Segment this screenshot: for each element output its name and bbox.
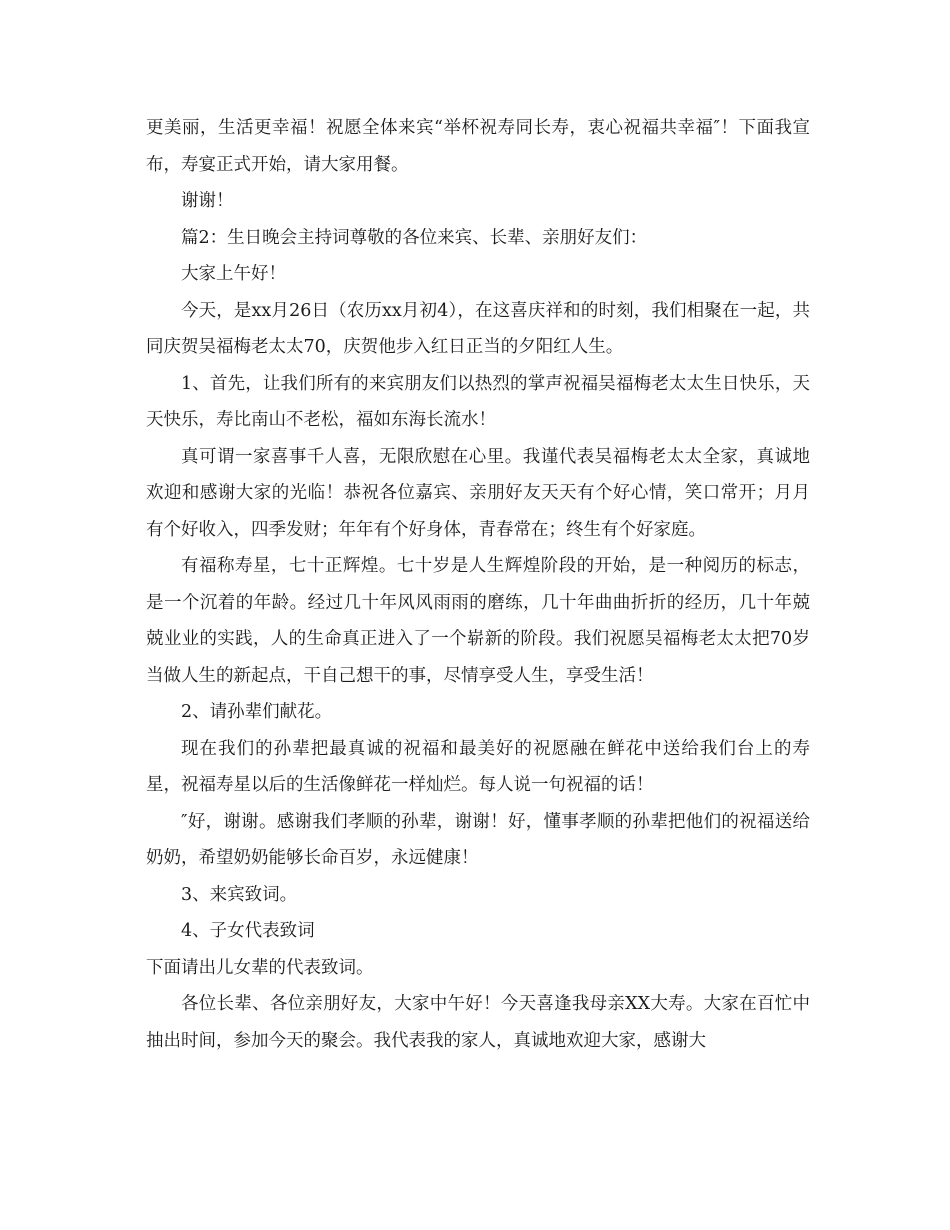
paragraph-closing-toast: 更美丽，生活更幸福！祝愿全体来宾“举杯祝寿同长寿，衷心祝福共幸福″！下面我宣布，寿宴正式开始，请大家用餐。 <box>146 118 810 175</box>
paragraph-step-1: 1、首先，让我们所有的来宾朋友们以热烈的掌声祝福吴福梅老太太生日快乐，天天快乐，寿比南山不老松，福如东海长流水！ <box>146 373 810 430</box>
paragraph-grandchildren-thanks: ″好，谢谢。感谢我们孝顺的孙辈，谢谢！好，懂事孝顺的孙辈把他们的祝福送给奶奶，希望奶奶能够长命百岁，永远健康！ <box>146 811 810 868</box>
paragraph-step-3: 3、来宾致词。 <box>181 884 298 905</box>
paragraph-children-speech: 各位长辈、各位亲朋好友，大家中午好！今天喜逢我母亲XX大寿。大家在百忙中抽出时间，参加今天的聚会。我代表我的家人，真诚地欢迎大家，感谢大 <box>146 994 810 1051</box>
section-heading-part-2: 篇2：生日晚会主持词尊敬的各位来宾、长辈、亲朋好友们： <box>181 227 648 248</box>
paragraph-greeting: 大家上午好！ <box>181 264 286 284</box>
paragraph-step-2: 2、请孙辈们献花。 <box>181 702 333 722</box>
paragraph-date-intro: 今天，是xx月26日（农历xx月初4），在这喜庆祥和的时刻，我们相聚在一起，共同庆贺吴福梅老太太70，庆贺他步入红日正当的夕阳红人生。 <box>146 300 810 357</box>
paragraph-flowers: 现在我们的孙辈把最真诚的祝福和最美好的祝愿融在鲜花中送给我们台上的寿星，祝福寿星以后的生活像鲜花一样灿烂。每人说一句祝福的话！ <box>146 738 810 795</box>
paragraph-longevity: 有福称寿星，七十正辉煌。七十岁是人生辉煌阶段的开始，是一种阅历的标志，是一个沉着的年龄。经过几十年风风雨雨的磨练，几十年曲曲折折的经历，几十年兢兢业业的实践，人的生命真正进入了一个崭新的阶段。我们祝愿吴福梅老太太把70岁当做人生的新起点，干自己想干的事，尽情享受人生，享受生活！ <box>146 556 810 686</box>
paragraph-children-speech-intro: 下面请出儿女辈的代表致词。 <box>146 957 374 978</box>
document-body <box>146 110 810 1059</box>
paragraph-step-4: 4、子女代表致词 <box>181 921 315 941</box>
paragraph-thanks: 谢谢！ <box>181 191 234 211</box>
paragraph-welcome: 真可谓一家喜事千人喜，无限欣慰在心里。我谨代表吴福梅老太太全家，真诚地欢迎和感谢大家的光临！恭祝各位嘉宾、亲朋好友天天有个好心情，笑口常开；月月有个好收入，四季发财；年年有个好身体，青春常在；终生有个好家庭。 <box>146 446 810 540</box>
